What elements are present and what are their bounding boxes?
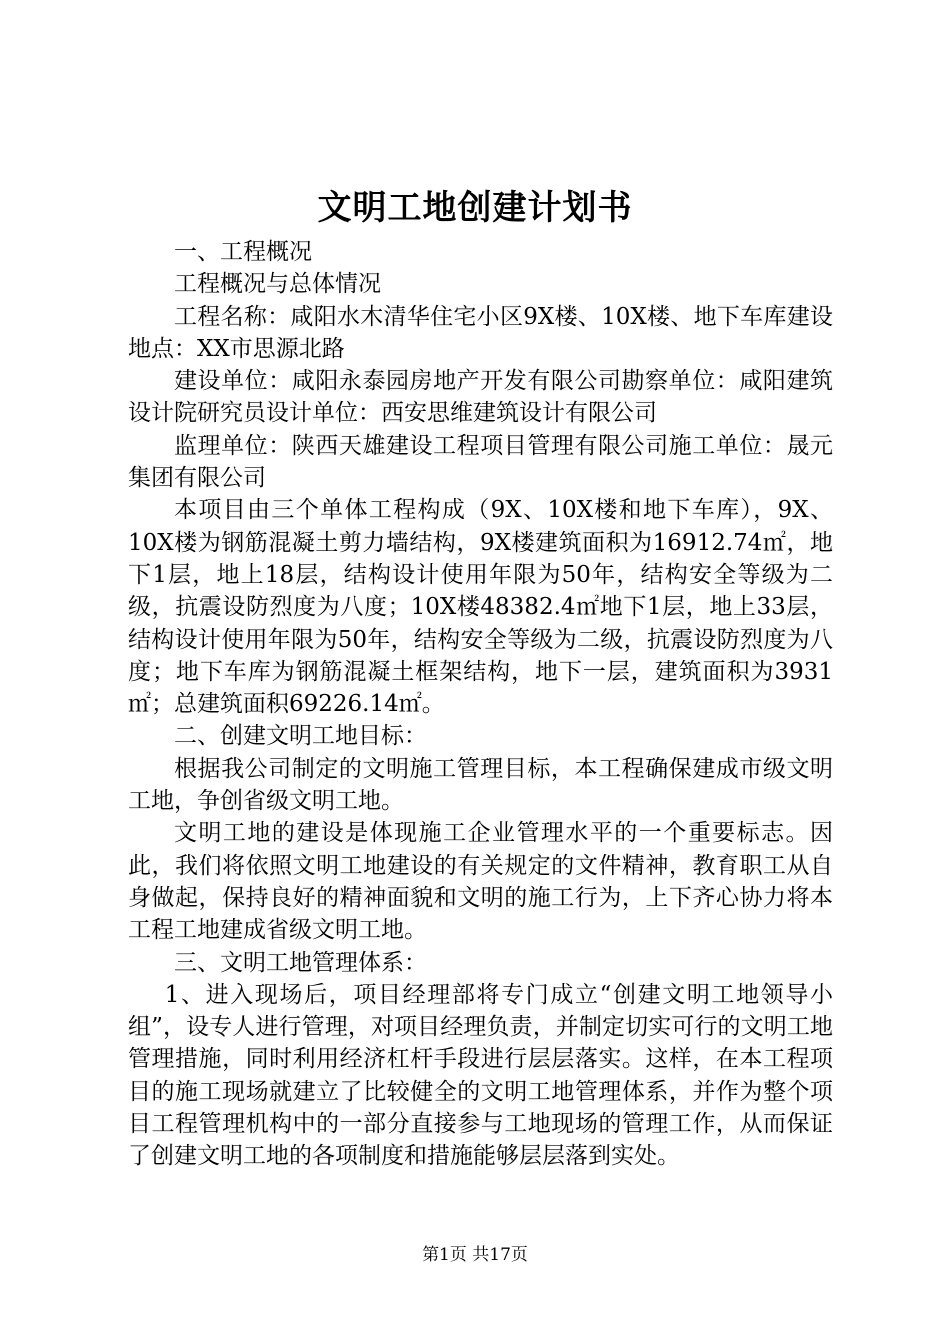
paragraph-significance: 文明工地的建设是体现施工企业管理水平的一个重要标志。因此，我们将依照文明工地建设的有关规定的文件精神，教育职工从自身做起，保持良好的精神面貌和文明的施工行为，上下齐心协力将本工程工地建成省级文明工地。: [128, 820, 833, 944]
paragraph-project-name: 工程名称：咸阳水木清华住宅小区9X楼、10X楼、地下车库建设地点：XX市思源北路: [128, 303, 833, 362]
subheading-overview: 工程概况与总体情况: [174, 271, 381, 298]
paragraph-goals: 根据我公司制定的文明施工管理目标，本工程确保建成市级文明工地，争创省级文明工地。: [128, 755, 833, 815]
paragraph-construction-unit: 建设单位：咸阳永泰园房地产开发有限公司勘察单位：咸阳建筑设计院研究员设计单位：西安思维建筑设计有限公司: [128, 368, 833, 427]
paragraph-project-description: 本项目由三个单体工程构成（9X、10X楼和地下车库），9X、10X楼为钢筋混凝土剪力墙结构，9X楼建筑面积为16912.74㎡，地下1层，地上18层，结构设计使用年限为50年，结构安全等级为二级，抗震设防烈度为八度；10X楼48382.4㎡地下1层，地上33层，结构设计使用年限为50年，结构安全等级为二级，抗震设防烈度为八度；地下车库为钢筋混凝土框架结构，地下一层，建筑面积为3931㎡；总建筑面积69226.14㎡。: [128, 497, 833, 718]
section-heading-management: 三、文明工地管理体系：: [174, 949, 427, 976]
document-body: [128, 236, 833, 1173]
paragraph-supervision-unit: 监理单位：陕西天雄建设工程项目管理有限公司施工单位：晟元集团有限公司: [128, 432, 833, 492]
page-footer: 第1页 共17页: [422, 1245, 528, 1265]
paragraph-management-system: 1、进入现场后，项目经理部将专门成立“创建文明工地领导小组”，设专人进行管理，对项目经理负责，并制定切实可行的文明工地管理措施，同时利用经济杠杆手段进行层层落实。这样，在本工程项目的施工现场就建立了比较健全的文明工地管理体系，并作为整个项目工程管理机构中的一部分直接参与工地现场的管理工作，从而保证了创建文明工地的各项制度和措施能够层层落到实处。: [128, 981, 833, 1170]
section-heading-goals: 二、创建文明工地目标：: [174, 723, 427, 750]
section-heading-overview: 一、工程概况: [174, 239, 312, 265]
document-title: 文明工地创建计划书: [317, 188, 633, 228]
